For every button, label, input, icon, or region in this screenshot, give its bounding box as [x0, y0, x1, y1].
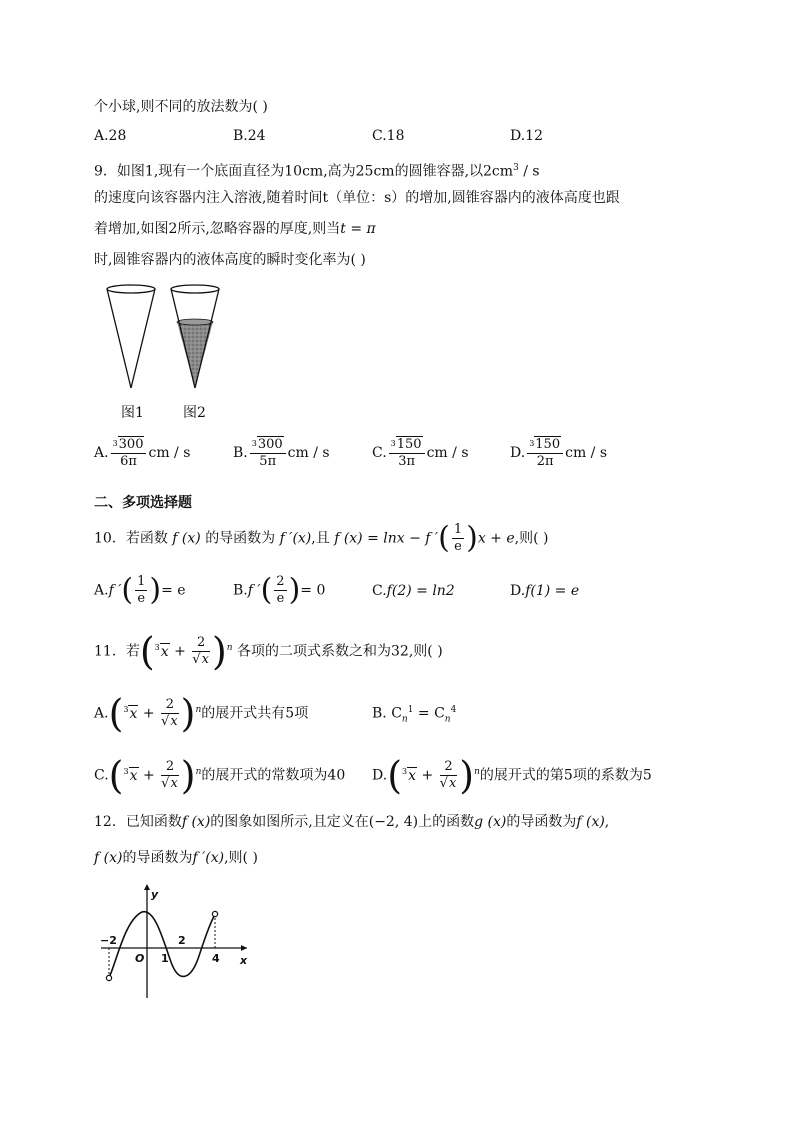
q8-option-b[interactable]: B.24 — [233, 128, 266, 144]
q11-prefix: 11．若 — [94, 643, 140, 660]
q10-option-d-value: f(1) = e — [525, 583, 580, 599]
q11-option-d-text: 的展开式的第5项的系数为5 — [479, 767, 652, 784]
q12-line1-d: 上的函数 — [418, 814, 475, 830]
open-endpoint-left — [106, 975, 111, 980]
q9-line4: 时,圆锥容器内的液体高度的瞬时变化率为( ) — [94, 252, 366, 268]
q9-option-c-unit: cm / s — [426, 445, 469, 461]
q9-option-c-den: 3π — [398, 454, 416, 469]
section-2-title: 二、多项选择题 — [94, 495, 192, 511]
origin-label: O — [135, 952, 145, 965]
q8-option-d[interactable]: D.12 — [510, 128, 543, 144]
q10-prefix: 10．若函数 — [94, 530, 168, 547]
q10-option-a[interactable]: A.f ′( $\frac{1}{e}$ )= e — [94, 572, 186, 608]
q8-option-a[interactable]: A.28 — [94, 128, 127, 144]
fig1-caption: 图1 — [121, 405, 144, 421]
q10-frac: $\frac{1}{e}$ — [453, 522, 463, 554]
q9-option-b-num: 300 — [257, 437, 283, 452]
q9-line1-sup: 3 — [513, 163, 519, 173]
q9-option-c-frac: $\frac{^3150}{3\pi}$ — [389, 436, 425, 470]
q9-option-c-label: C. — [372, 445, 387, 461]
q11-option-b-label: B. C — [372, 705, 402, 722]
q10-paren-open: ( — [438, 520, 450, 556]
q9-line3-math: t = π — [340, 221, 376, 237]
cone-figures — [100, 280, 230, 400]
q9-option-b-label: B. — [233, 445, 248, 461]
q11-option-d-label: D. — [372, 767, 388, 784]
q9-option-b-den: 5π — [259, 454, 277, 469]
q10-mid1: 的导函数为 — [205, 530, 276, 547]
q11-option-c[interactable]: C.($^3$x + $\frac{2}{√x}$ )$^n$的展开式的常数项为40 — [94, 753, 346, 798]
q9-line1-text: 9．如图1,现有一个底面直径为10cm,高为25cm的圆锥容器,以2cm — [94, 163, 514, 180]
q9-option-a-num: 300 — [118, 437, 144, 452]
q10-option-c[interactable] — [372, 583, 455, 599]
open-endpoint-right — [212, 911, 217, 916]
q9-option-b-unit: cm / s — [287, 445, 330, 461]
q9-option-a-den: 6π — [120, 454, 137, 469]
function-curve — [109, 912, 215, 978]
q9-option-d[interactable] — [510, 436, 607, 470]
q10-option-a-label: A. — [94, 582, 109, 599]
q12-line1-a: 12．已知函数 — [94, 814, 182, 830]
q9-option-c-num: 150 — [396, 437, 422, 452]
q9-line2: 的速度向该容器内注入溶液,随着时间t（单位：s）的增加,圆锥容器内的液体高度也跟 — [94, 190, 620, 206]
q9-option-c[interactable] — [372, 436, 469, 470]
q10-stem — [94, 522, 548, 555]
q9-option-a-label: A. — [94, 445, 109, 461]
x-axis-arrow — [241, 945, 247, 951]
q11-option-a-label: A. — [94, 705, 109, 722]
cone-figure-1 — [107, 285, 155, 388]
q9-option-a-unit: cm / s — [148, 445, 191, 461]
q10-option-b-label: B. — [233, 582, 248, 599]
q10-paren-close: ) — [466, 520, 478, 556]
q9-line3 — [94, 219, 376, 239]
q11-option-a-text: 的展开式共有5项 — [201, 705, 309, 722]
q9-option-a[interactable] — [94, 436, 190, 470]
q11-option-d[interactable]: D.($^3$x + $\frac{2}{√x}$ )$^n$的展开式的第5项的系数为5 — [372, 753, 652, 798]
fig2-caption: 图2 — [183, 405, 206, 421]
q10-eq-tail: x + e — [477, 530, 515, 547]
q9-line3-text: 着增加,如图2所示,忽略容器的厚度,则当 — [94, 221, 341, 237]
q10-option-b-value: = 0 — [300, 582, 326, 599]
q11-option-c-label: C. — [94, 767, 109, 784]
q10-fpx: f ′(x) — [279, 530, 312, 547]
q10-option-d-label: D. — [510, 583, 526, 599]
cone-figure-2 — [171, 285, 219, 388]
q10-option-b[interactable]: B.f ′( $\frac{2}{e}$ )= 0 — [233, 572, 326, 608]
y-label: y — [151, 888, 159, 901]
q9-option-d-label: D. — [510, 445, 526, 461]
q12-line1-c: (−2, 4) — [368, 814, 419, 830]
q12-line1-b: 的图象如图所示,且定义在 — [210, 814, 369, 830]
tick-label-1: 1 — [161, 952, 169, 965]
q10-equation: f (x) = lnx − f ′ — [334, 530, 439, 547]
q10-option-d[interactable] — [510, 583, 579, 599]
q10-option-c-label: C. — [372, 583, 387, 599]
tick-label-neg2: −2 — [100, 934, 117, 947]
q9-option-a-frac: $\frac{^3300}{6\pi}$ — [111, 436, 147, 470]
q8-option-c[interactable]: C.18 — [372, 128, 405, 144]
q11-tail: 各项的二项式系数之和为32,则( ) — [237, 643, 443, 660]
q9-option-d-den: 2π — [536, 454, 554, 469]
tick-label-4: 4 — [212, 952, 220, 965]
q11-option-a[interactable]: A.($^3$x + $\frac{2}{√x}$ )$^n$的展开式共有5项 — [94, 691, 309, 736]
q9-option-d-unit: cm / s — [565, 445, 608, 461]
q9-line1 — [94, 158, 540, 182]
q8-stem: 个小球,则不同的放法数为( ) — [94, 99, 268, 115]
x-label: x — [240, 954, 248, 967]
q10-fx: f (x) — [172, 530, 201, 547]
tick-label-2: 2 — [178, 934, 186, 947]
q9-option-b[interactable] — [233, 436, 330, 470]
q12-line2: f (x)的导函数为f ′(x),则( ) — [94, 850, 258, 866]
q11-stem: 11．若($^3$x + $\frac{2}{√x}$ )$^n$ 各项的二项式系数之和为32,则( ) — [94, 629, 443, 674]
y-axis-arrow — [144, 884, 150, 890]
q9-option-d-frac: $\frac{^3150}{2\pi}$ — [527, 436, 563, 470]
q12-function-graph — [95, 880, 255, 1000]
q10-option-a-value: = e — [161, 582, 186, 599]
q10-tail: ,则( ) — [514, 530, 549, 547]
q11-option-c-text: 的展开式的常数项为40 — [201, 767, 346, 784]
q10-mid2: ,且 — [311, 530, 330, 547]
q11-option-b[interactable]: B. $C_n^1 = C_n^4$ — [372, 705, 457, 725]
q10-option-c-value: f(2) = ln2 — [386, 583, 455, 599]
q12-line2-end: ,则( ) — [224, 850, 258, 866]
q9-line1-end: / s — [518, 163, 540, 180]
q9-option-d-num: 150 — [535, 437, 561, 452]
q12-line2-b: 的导函数为 — [122, 850, 193, 866]
q12-line1-e: 的导函数为 — [506, 814, 577, 830]
q9-option-b-frac: $\frac{^3300}{5\pi}$ — [250, 436, 286, 470]
q12-line1: 12．已知函数f (x)的图象如图所示,且定义在(−2, 4)上的函数g (x)的导函数为f (x), — [94, 814, 610, 830]
